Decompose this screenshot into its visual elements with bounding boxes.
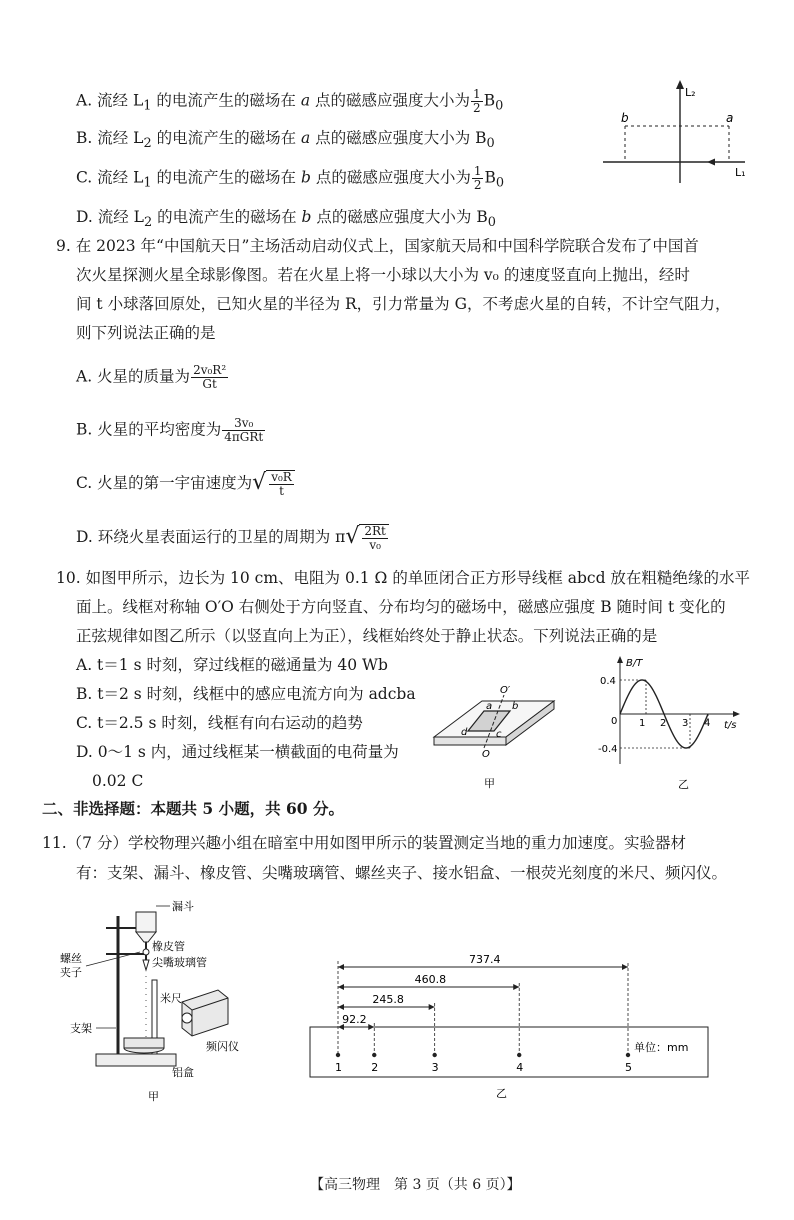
label-b: b [621, 111, 629, 125]
svg-text:乙: 乙 [496, 1087, 507, 1100]
svg-text:甲: 甲 [148, 1090, 159, 1103]
q10-line-3: 正弦规律如图乙所示（以竖直向上为正），线框始终处于静止状态。下列说法正确的是 [76, 627, 658, 645]
q8-option-b: B. 流经 $L_2$ 的电流产生的磁场在 a 点的磁感应强度大小为 $B_0$ [76, 129, 495, 152]
label-a: a [726, 111, 734, 125]
page-footer: 【高三物理 第 3 页（共 6 页）】 [310, 1177, 521, 1193]
q11-line-2: 有：支架、漏斗、橡皮管、尖嘴玻璃管、螺丝夹子、接水铝盒、一根荧光刻度的米尺、频闪仪。 [76, 864, 728, 882]
q8-option-a: A. 流经 $L_1$ 的电流产生的磁场在 a 点的磁感应强度大小为 $\frac{1}{2}$ $B_0$ [76, 87, 504, 115]
fraction: $\frac{1}{2}$ [473, 164, 482, 192]
q8-wire-diagram [595, 78, 765, 190]
point-label: 5 [625, 1061, 632, 1074]
q9-line-4: 则下列说法正确的是 [76, 324, 216, 342]
point-label: 2 [371, 1061, 379, 1074]
q9-option-a: A. 火星的质量为 $\frac{\text{2v₀R²}}{Gt}$ [76, 363, 227, 391]
fraction: $\frac{1}{2}$ [473, 87, 481, 115]
q10-line-2: 面上。线框对称轴 O′O 右侧处于方向竖直、分布均匀的磁场中，磁感应强度 B 随时间 t 变化的 [76, 598, 726, 616]
q9-line-2: 次火星探测火星全球影像图。若在火星上将一小球以大小为 v₀ 的速度竖直向上抛出，经时 [76, 266, 690, 284]
svg-text:4: 4 [704, 718, 711, 729]
fraction: $\frac{\text{2v₀R²}}{Gt}$ [193, 363, 227, 391]
sqrt: √ $\frac{2Rt}{\text{v₀}}$ [345, 524, 389, 552]
svg-text:3: 3 [682, 718, 689, 729]
q10-figure-jia [428, 675, 560, 795]
q11-measurement-figure [300, 955, 720, 1105]
q10-option-a: A. t＝1 s 时刻，穿过线框的磁通量为 40 Wb [76, 656, 388, 674]
stroboscope-icon [182, 990, 228, 1036]
svg-text:频闪仪: 频闪仪 [206, 1040, 239, 1053]
fraction: $\frac{\text{3v₀}}{\text{4πGRt}}$ [224, 416, 264, 444]
point-label: 4 [516, 1061, 524, 1074]
q10-option-d-line-1: D. 0～1 s 内，通过线框某一横截面的电荷量为 [76, 743, 399, 761]
svg-text:B/T: B/T [626, 658, 643, 669]
q10-option-d-line-2: 0.02 C [92, 772, 144, 790]
svg-text:a: a [486, 701, 493, 712]
dimension-label: 460.8 [414, 973, 447, 986]
point-label: 3 [431, 1061, 439, 1074]
svg-text:支架: 支架 [70, 1022, 92, 1035]
section-2-heading: 二、非选择题：本题共 5 小题，共 60 分。 [42, 799, 344, 818]
svg-text:O′: O′ [500, 685, 511, 696]
arrow-up-icon [617, 656, 623, 663]
q9-option-d: D. 环绕火星表面运行的卫星的周期为 π √ $\frac{2Rt}{\text{v₀}}$ [76, 524, 389, 552]
arrow-up-icon [676, 80, 684, 89]
q9-line-1: 9. 在 2023 年“中国航天日”主场活动启动仪式上，国家航天局和中国科学院联合发布了中国首 [56, 237, 699, 255]
svg-text:螺丝: 螺丝 [60, 952, 82, 965]
svg-text:d: d [461, 727, 468, 738]
q8-option-d: D. 流经 $L_2$ 的电流产生的磁场在 b 点的磁感应强度大小为 $B_0$ [76, 208, 496, 231]
svg-text:铝盒: 铝盒 [172, 1066, 194, 1079]
q9-option-c: C. 火星的第一宇宙速度为 √ $\frac{\text{v₀R}}{t}$ [76, 470, 295, 498]
q11-apparatus-figure [60, 896, 300, 1106]
svg-text:t/s: t/s [724, 720, 737, 731]
q10-figure-yi [598, 652, 746, 800]
q10-option-b: B. t＝2 s 时刻，线框中的感应电流方向为 adcba [76, 685, 416, 703]
svg-text:-0.4: -0.4 [598, 744, 618, 755]
svg-text:乙: 乙 [678, 778, 689, 791]
svg-text:0: 0 [611, 716, 618, 727]
unit-label: 单位：mm [634, 1041, 689, 1054]
q8-option-c: C. 流经 $L_1$ 的电流产生的磁场在 b 点的磁感应强度大小为 $\frac{1}{2}$ $B_0$ [76, 164, 505, 192]
arrow-left-icon [707, 159, 715, 166]
point-label: 1 [335, 1061, 342, 1074]
svg-text:夹子: 夹子 [60, 966, 82, 979]
label-l2: L₂ [685, 86, 696, 99]
sqrt: √ $\frac{\text{v₀R}}{t}$ [252, 470, 295, 498]
svg-text:0.4: 0.4 [600, 676, 616, 687]
glass-nozzle [143, 960, 149, 970]
dimension-label: 737.4 [469, 955, 501, 966]
svg-text:O: O [482, 749, 490, 760]
stand-base [96, 1054, 176, 1066]
q9-line-3: 间 t 小球落回原处，已知火星的半径为 R，引力常量为 G，不考虑火星的自转，不计空气阻力， [76, 295, 731, 313]
svg-text:甲: 甲 [484, 777, 495, 790]
dimension-label: 245.8 [372, 993, 404, 1006]
label-l1: L₁ [735, 166, 746, 179]
svg-text:尖嘴玻璃管: 尖嘴玻璃管 [152, 956, 207, 969]
svg-text:漏斗: 漏斗 [172, 900, 194, 913]
q10-option-c: C. t＝2.5 s 时刻，线框有向右运动的趋势 [76, 714, 363, 732]
q11-line-1: 11.（7 分）学校物理兴趣小组在暗室中用如图甲所示的装置测定当地的重力加速度。实验器材 [42, 834, 686, 852]
svg-text:2: 2 [660, 718, 667, 729]
svg-text:米尺: 米尺 [160, 992, 182, 1005]
q9-option-b: B. 火星的平均密度为 $\frac{\text{3v₀}}{\text{4πGRt}}$ [76, 416, 264, 444]
arrow-right-icon [733, 711, 740, 717]
dimension-label: 92.2 [342, 1013, 367, 1026]
q10-line-1: 10. 如图甲所示，边长为 10 cm、电阻为 0.1 Ω 的单匝闭合正方形导线框 abcd 放在粗糙绝缘的水平 [56, 569, 750, 587]
funnel-icon [136, 912, 156, 932]
svg-text:1: 1 [639, 718, 646, 729]
svg-text:c: c [496, 729, 502, 740]
svg-text:b: b [512, 701, 519, 712]
svg-text:橡皮管: 橡皮管 [152, 940, 185, 953]
